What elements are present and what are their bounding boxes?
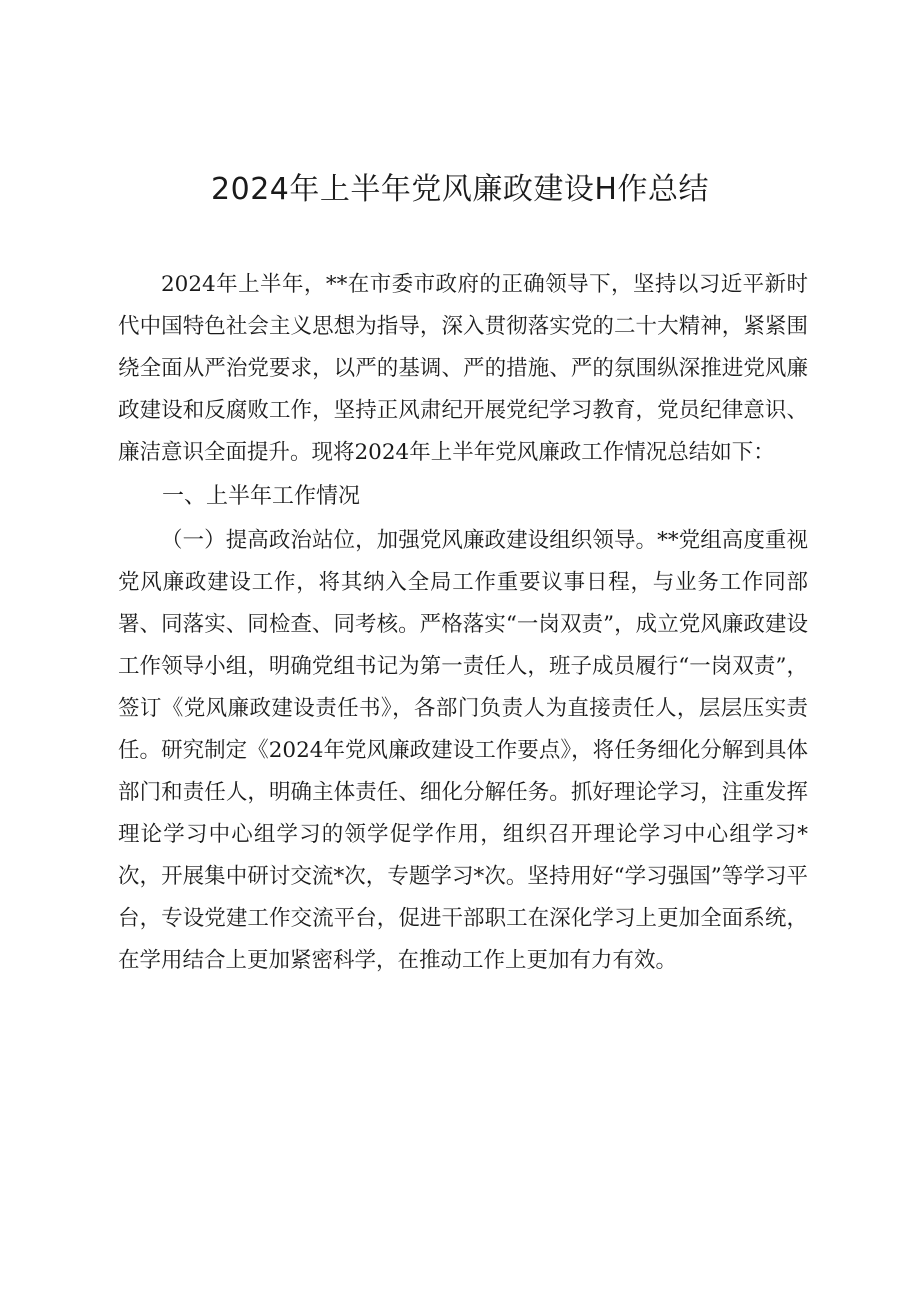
intro-paragraph: 2024年上半年，**在市委市政府的正确领导下，坚持以习近平新时代中国特色社会主义思想为指导，深入贯彻落实党的二十大精神，紧紧围绕全面从严治党要求，以严的基调、严的措施、严的氛围纵深推进党风廉政建设和反腐败工作，坚持正风肃纪开展党纪学习教育，党员纪律意识、廉洁意识全面提升。现将2024年上半年党风廉政工作情况总结如下： [118,272,808,465]
section-heading: 一、上半年工作情况 [162,484,361,509]
document-body [118,264,808,982]
subsection-paragraph: （一）提高政治站位，加强党风廉政建设组织领导。**党组高度重视党风廉政建设工作，将其纳入全局工作重要议事日程，与业务工作同部署、同落实、同检查、同考核。严格落实“一岗双责”，成立党风廉政建设工作领导小组，明确党组书记为第一责任人，班子成员履行“一岗双责”，签订《党风廉政建设责任书》，各部门负责人为直接责任人，层层压实责任。研究制定《2024年党风廉政建设工作要点》，将任务细化分解到具体部门和责任人，明确主体责任、细化分解任务。抓好理论学习，注重发挥理论学习中心组学习的领学促学作用，组织召开理论学习中心组学习*次，开展集中研讨交流*次，专题学习*次。坚持用好“学习强国”等学习平台，专设党建工作交流平台，促进干部职工在深化学习上更加全面系统，在学用结合上更加紧密科学，在推动工作上更加有力有效。 [118,528,808,973]
document-title: 2024年上半年党风廉政建设H作总结 [211,172,709,207]
